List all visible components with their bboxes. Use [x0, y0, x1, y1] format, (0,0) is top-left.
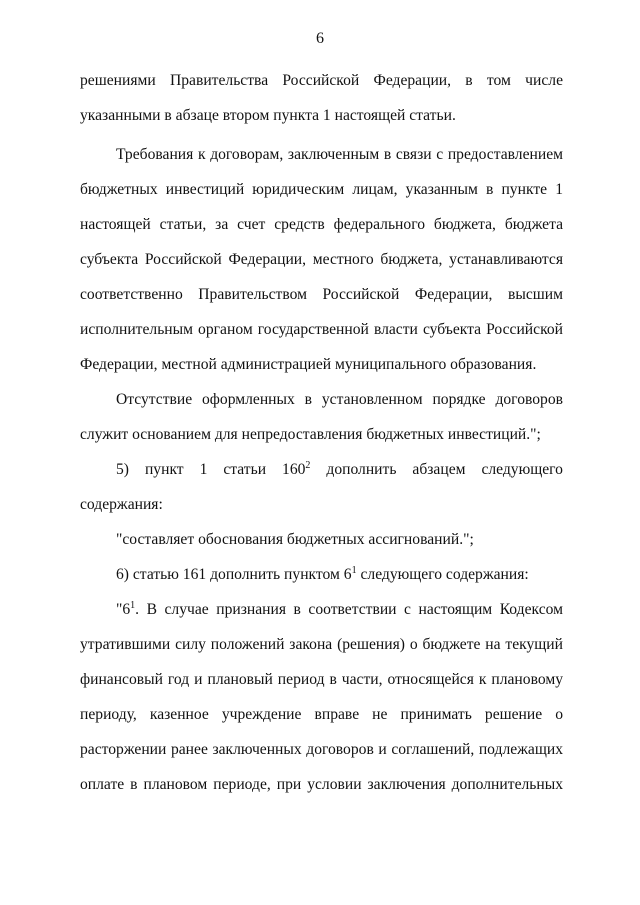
text-line: [80, 557, 563, 592]
text-line: оплате в плановом периоде, при условии заключения дополнительных: [80, 776, 563, 793]
text-line: расторжении ранее заключенных договоров и соглашений, подлежащих: [80, 741, 563, 758]
text-line: финансовый год и плановый период в части, относящейся к плановому: [80, 671, 563, 688]
text-line: [80, 452, 563, 522]
text-line: бюджетных инвестиций юридическим лицам, указанным в пункте 1: [80, 181, 563, 198]
text-line: "составляет обоснования бюджетных ассигнований.";: [116, 531, 474, 548]
text-line: указанными в абзаце втором пункта 1 настоящей статьи.: [80, 107, 456, 124]
paragraph-2: [80, 137, 563, 382]
paragraph-7: [80, 592, 563, 802]
text-line: исполнительным органом государственной власти субъекта Российской: [80, 321, 563, 338]
superscript: 2: [305, 460, 311, 471]
text-fragment: следующего содержания:: [356, 566, 529, 583]
text-line: Отсутствие оформленных в установленном порядке договоров: [116, 391, 563, 408]
text-line: решениями Правительства Российской Федерации, в том числе: [80, 72, 563, 89]
text-line: настоящей статьи, за счет средств федерального бюджета, бюджета: [80, 216, 563, 233]
text-fragment: . В случае признания в соответствии с настоящим Кодексом: [135, 601, 563, 618]
text-line: утратившими силу положений закона (решения) о бюджете на текущий: [80, 636, 563, 653]
text-line: периоду, казенное учреждение вправе не принимать решение о: [80, 706, 563, 723]
paragraph-5: [80, 522, 563, 557]
superscript: 1: [351, 565, 357, 576]
paragraph-6: [80, 557, 563, 592]
text-line: служит основанием для непредоставления бюджетных инвестиций.";: [80, 426, 541, 443]
text-fragment: дополнить абзацем следующего содержания:: [80, 461, 563, 513]
text-line: субъекта Российской Федерации, местного бюджета, устанавливаются: [80, 251, 563, 268]
text-line: Федерации, местной администрацией муниципального образования.: [80, 356, 537, 373]
page-number: 6: [316, 30, 324, 47]
document-body: [80, 63, 563, 802]
paragraph-3: [80, 382, 563, 452]
superscript: 1: [130, 600, 136, 611]
text-fragment: 5) пункт 1 статьи 160: [116, 461, 306, 478]
text-line: соответственно Правительством Российской Федерации, высшим: [80, 286, 563, 303]
text-fragment: "6: [116, 601, 131, 618]
text-fragment: 6) статью 161 дополнить пунктом 6: [116, 566, 352, 583]
paragraph-1: [80, 63, 563, 133]
text-line: Требования к договорам, заключенным в связи с предоставлением: [116, 146, 563, 163]
text-line: [80, 592, 563, 627]
paragraph-4: [80, 452, 563, 522]
